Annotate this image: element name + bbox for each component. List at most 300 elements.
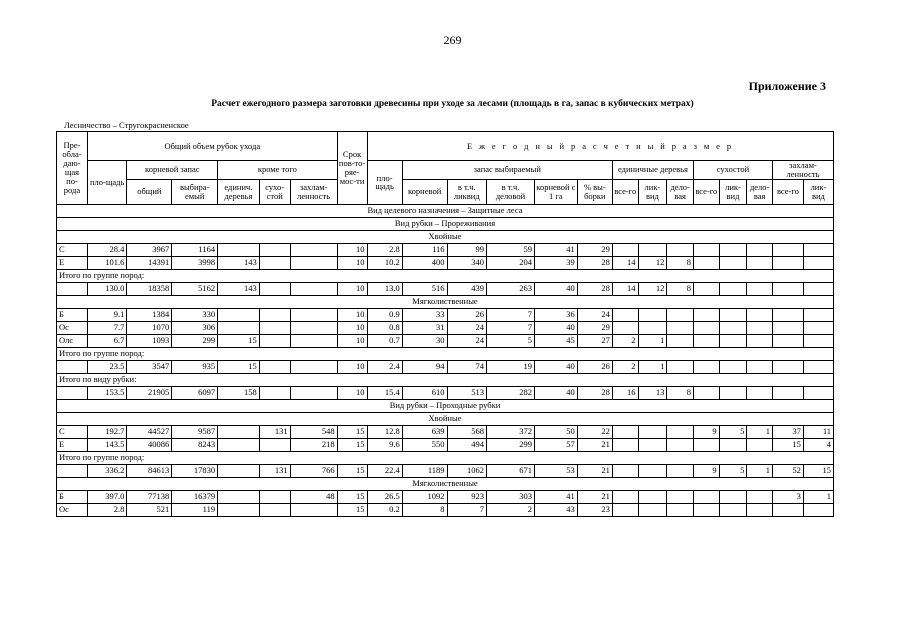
- table-cell: 923: [447, 490, 486, 503]
- table-cell: [694, 503, 720, 516]
- dead-all-header: все-го: [694, 179, 720, 204]
- table-cell: 1092: [402, 490, 447, 503]
- table-body: [57, 204, 834, 516]
- table-cell: 8: [667, 386, 694, 399]
- table-cell: [667, 360, 694, 373]
- table-cell: 10: [337, 321, 367, 334]
- species-cell: С: [57, 243, 88, 256]
- total-header: общий: [127, 179, 172, 204]
- table-cell: 119: [172, 503, 218, 516]
- table-cell: [259, 334, 290, 347]
- table-cell: [694, 282, 720, 295]
- table-cell: 36: [535, 308, 578, 321]
- table-cell: 336.2: [87, 464, 126, 477]
- table-cell: [667, 243, 694, 256]
- table-cell: [772, 360, 803, 373]
- table-cell: 7: [487, 308, 535, 321]
- table-cell: 550: [402, 438, 447, 451]
- table-header: [57, 132, 834, 205]
- litter-header: захлам-ленность: [290, 179, 337, 204]
- table-cell: [259, 503, 290, 516]
- dead-liq-header: лик-вид: [719, 179, 747, 204]
- table-cell: [638, 425, 667, 438]
- table-cell: [218, 438, 260, 451]
- table-cell: [803, 256, 833, 269]
- table-row: [57, 490, 834, 503]
- table-cell: 77138: [127, 490, 172, 503]
- table-cell: 12: [638, 256, 667, 269]
- table-cell: [218, 321, 260, 334]
- table-cell: 57: [535, 438, 578, 451]
- table-cell: 3547: [127, 360, 172, 373]
- table-cell: [667, 308, 694, 321]
- document-title: Расчет ежегодного размера заготовки древесины при уходе за лесами (площадь в га, запас в кубических метрах): [211, 99, 694, 109]
- table-cell: [612, 490, 638, 503]
- table-row: [57, 256, 834, 269]
- table-cell: [803, 386, 833, 399]
- page-number: 269: [443, 33, 462, 47]
- table-cell: [290, 386, 337, 399]
- table-cell: 548: [290, 425, 337, 438]
- table-cell: 5: [719, 425, 747, 438]
- section-row: [57, 230, 834, 243]
- table-cell: 8: [667, 282, 694, 295]
- table-cell: 14: [612, 256, 638, 269]
- species-cell: Ос: [57, 321, 88, 334]
- table-cell: [694, 256, 720, 269]
- table-cell: 143.5: [87, 438, 126, 451]
- root-stock-header: корневой запас: [127, 161, 218, 180]
- table-cell: [719, 360, 747, 373]
- table-cell: 3998: [172, 256, 218, 269]
- table-cell: [667, 464, 694, 477]
- annual-size-header: Е ж е г о д н ы й р а с ч е т н ы й р а з м е р: [367, 132, 833, 161]
- table-cell: [772, 386, 803, 399]
- table-cell: [667, 438, 694, 451]
- section-row: [57, 217, 834, 230]
- table-cell: [747, 321, 773, 334]
- species-cell: Олс: [57, 334, 88, 347]
- table-cell: 153.5: [87, 386, 126, 399]
- area2-header: пло-щадь: [367, 161, 402, 205]
- table-cell: [694, 321, 720, 334]
- table-cell: 9587: [172, 425, 218, 438]
- table-cell: 610: [402, 386, 447, 399]
- section-row: [57, 412, 834, 425]
- table-cell: 204: [487, 256, 535, 269]
- table-cell: [747, 503, 773, 516]
- litter-liq-header: лик-вид: [803, 179, 833, 204]
- table-cell: 5: [487, 334, 535, 347]
- table-cell: 19: [487, 360, 535, 373]
- table-cell: 74: [447, 360, 486, 373]
- table-cell: [290, 503, 337, 516]
- table-cell: 494: [447, 438, 486, 451]
- table-cell: [747, 490, 773, 503]
- table-cell: 21: [577, 464, 612, 477]
- table-cell: [218, 308, 260, 321]
- table-cell: 24: [577, 308, 612, 321]
- table-cell: 84613: [127, 464, 172, 477]
- species-cell: Б: [57, 308, 88, 321]
- table-cell: [259, 386, 290, 399]
- table-cell: 31: [402, 321, 447, 334]
- single-biz-header: дело-вая: [667, 179, 694, 204]
- subtotal-label: Итого по группе пород:: [57, 347, 834, 360]
- table-cell: 1189: [402, 464, 447, 477]
- table-cell: [259, 256, 290, 269]
- table-cell: 7: [487, 321, 535, 334]
- table-cell: 9: [694, 464, 720, 477]
- table-cell: [772, 503, 803, 516]
- table-cell: 24: [447, 334, 486, 347]
- table-cell: 43: [535, 503, 578, 516]
- table-cell: 3: [772, 490, 803, 503]
- table-cell: [719, 503, 747, 516]
- table-row: [57, 243, 834, 256]
- table-cell: 22: [577, 425, 612, 438]
- table-cell: [638, 321, 667, 334]
- table-cell: 6.7: [87, 334, 126, 347]
- dead-header: сухо-стой: [259, 179, 290, 204]
- section-heading: Мягколиственные: [57, 295, 834, 308]
- table-cell: [667, 490, 694, 503]
- table-cell: 41: [535, 243, 578, 256]
- table-cell: [747, 438, 773, 451]
- species-cell: С: [57, 425, 88, 438]
- table-cell: [667, 425, 694, 438]
- table-cell: 2.8: [87, 503, 126, 516]
- table-cell: 14: [612, 282, 638, 295]
- table-cell: 639: [402, 425, 447, 438]
- table-cell: 10: [337, 360, 367, 373]
- table-cell: 101.6: [87, 256, 126, 269]
- table-cell: 397.0: [87, 490, 126, 503]
- species-cell: Е: [57, 256, 88, 269]
- term-header: Срок пов-то-ряе-мос-ти: [337, 132, 367, 205]
- pct-header: % вы-борки: [577, 179, 612, 204]
- stock-selected-header: запас выбираемый: [402, 161, 612, 180]
- table-cell: 21: [577, 490, 612, 503]
- subtotal-label-row: [57, 347, 834, 360]
- table-cell: 16379: [172, 490, 218, 503]
- table-cell: [290, 243, 337, 256]
- table-cell: [259, 308, 290, 321]
- table-cell: [747, 334, 773, 347]
- table-cell: 2: [612, 360, 638, 373]
- table-cell: 671: [487, 464, 535, 477]
- table-cell: 44527: [127, 425, 172, 438]
- table-cell: 4: [803, 438, 833, 451]
- single-trees2-header: единичные деревья: [612, 161, 693, 180]
- table-cell: [259, 321, 290, 334]
- single-liq-header: лик-вид: [638, 179, 667, 204]
- table-cell: 26: [577, 360, 612, 373]
- table-cell: 99: [447, 243, 486, 256]
- table-cell: 1: [638, 360, 667, 373]
- litter2-header: захлам-ленность: [772, 161, 833, 180]
- table-cell: [259, 360, 290, 373]
- table-cell: 14391: [127, 256, 172, 269]
- table-cell: [772, 282, 803, 295]
- section-heading: Вид рубки – Проходные рубки: [57, 399, 834, 412]
- table-cell: 400: [402, 256, 447, 269]
- table-cell: [772, 321, 803, 334]
- table-cell: 26: [447, 308, 486, 321]
- appendix-label: Приложение 3: [748, 79, 826, 93]
- table-cell: 299: [172, 334, 218, 347]
- table-cell: [719, 243, 747, 256]
- table-cell: 6097: [172, 386, 218, 399]
- table-cell: [612, 464, 638, 477]
- table-row: [57, 386, 834, 399]
- table-cell: 3967: [127, 243, 172, 256]
- table-cell: 10: [337, 243, 367, 256]
- table-cell: 2.8: [367, 243, 402, 256]
- table-cell: 516: [402, 282, 447, 295]
- table-cell: 8: [402, 503, 447, 516]
- table-cell: [803, 360, 833, 373]
- table-cell: [638, 243, 667, 256]
- species-cell: [57, 360, 88, 373]
- table-cell: [638, 503, 667, 516]
- table-cell: 12: [638, 282, 667, 295]
- table-cell: [719, 282, 747, 295]
- table-cell: 53: [535, 464, 578, 477]
- table-cell: [218, 503, 260, 516]
- table-cell: [290, 308, 337, 321]
- table-cell: [259, 243, 290, 256]
- table-cell: 28: [577, 256, 612, 269]
- table-cell: 1384: [127, 308, 172, 321]
- table-cell: [218, 490, 260, 503]
- table-row: [57, 503, 834, 516]
- table-cell: 12.8: [367, 425, 402, 438]
- table-cell: [719, 256, 747, 269]
- table-cell: [803, 282, 833, 295]
- table-cell: 5: [719, 464, 747, 477]
- table-cell: 50: [535, 425, 578, 438]
- table-cell: [612, 243, 638, 256]
- root-header: корневой: [402, 179, 447, 204]
- table-cell: 28: [577, 386, 612, 399]
- table-cell: 1070: [127, 321, 172, 334]
- table-cell: 15: [772, 438, 803, 451]
- table-cell: [747, 256, 773, 269]
- table-cell: 1062: [447, 464, 486, 477]
- table-cell: [719, 490, 747, 503]
- table-cell: [719, 438, 747, 451]
- species-cell: Ос: [57, 503, 88, 516]
- table-cell: 15: [337, 490, 367, 503]
- species-cell: Б: [57, 490, 88, 503]
- table-cell: 15: [337, 464, 367, 477]
- table-cell: [747, 308, 773, 321]
- species-cell: [57, 282, 88, 295]
- table-cell: [772, 334, 803, 347]
- table-cell: 13.0: [367, 282, 402, 295]
- table-cell: 766: [290, 464, 337, 477]
- table-cell: [290, 256, 337, 269]
- table-cell: [803, 321, 833, 334]
- table-cell: 10: [337, 282, 367, 295]
- table-cell: 192.7: [87, 425, 126, 438]
- table-cell: 8: [667, 256, 694, 269]
- dead2-header: сухостой: [694, 161, 773, 180]
- table-cell: 282: [487, 386, 535, 399]
- table-cell: 33: [402, 308, 447, 321]
- table-cell: [747, 386, 773, 399]
- harvest-table: [56, 131, 834, 517]
- table-cell: 21905: [127, 386, 172, 399]
- table-cell: [772, 243, 803, 256]
- table-cell: 23: [577, 503, 612, 516]
- section-heading: Вид рубки – Прореживания: [57, 217, 834, 230]
- section-row: [57, 399, 834, 412]
- table-cell: 372: [487, 425, 535, 438]
- table-cell: [259, 282, 290, 295]
- table-cell: 7.7: [87, 321, 126, 334]
- area-header: пло-щадь: [87, 161, 126, 205]
- table-cell: 94: [402, 360, 447, 373]
- table-cell: 1: [747, 464, 773, 477]
- table-cell: 0.9: [367, 308, 402, 321]
- table-cell: [719, 334, 747, 347]
- section-heading: Хвойные: [57, 412, 834, 425]
- table-cell: 37: [772, 425, 803, 438]
- table-cell: 439: [447, 282, 486, 295]
- table-cell: 45: [535, 334, 578, 347]
- species-cell: [57, 386, 88, 399]
- table-cell: 9.6: [367, 438, 402, 451]
- table-cell: [218, 243, 260, 256]
- species-cell: Е: [57, 438, 88, 451]
- table-cell: 1: [803, 490, 833, 503]
- table-cell: 0.2: [367, 503, 402, 516]
- table-cell: [218, 464, 260, 477]
- single-all-header: все-го: [612, 179, 638, 204]
- table-cell: 10: [337, 334, 367, 347]
- table-cell: 10: [337, 308, 367, 321]
- table-cell: [290, 334, 337, 347]
- table-cell: 158: [218, 386, 260, 399]
- subtotal-label-row: [57, 451, 834, 464]
- table-cell: [667, 321, 694, 334]
- table-cell: 116: [402, 243, 447, 256]
- table-cell: 15: [803, 464, 833, 477]
- table-cell: 8243: [172, 438, 218, 451]
- table-cell: [638, 438, 667, 451]
- table-cell: 521: [127, 503, 172, 516]
- table-cell: 40: [535, 360, 578, 373]
- table-cell: 263: [487, 282, 535, 295]
- table-cell: 40086: [127, 438, 172, 451]
- table-row: [57, 438, 834, 451]
- table-cell: [667, 334, 694, 347]
- table-cell: [694, 308, 720, 321]
- table-cell: 22.4: [367, 464, 402, 477]
- table-cell: [694, 438, 720, 451]
- table-cell: 2: [612, 334, 638, 347]
- table-cell: 30: [402, 334, 447, 347]
- section-row: [57, 295, 834, 308]
- table-cell: [747, 243, 773, 256]
- table-cell: 52: [772, 464, 803, 477]
- table-cell: [803, 308, 833, 321]
- section-row: [57, 204, 834, 217]
- table-cell: [803, 503, 833, 516]
- table-cell: 0.7: [367, 334, 402, 347]
- table-cell: 7: [447, 503, 486, 516]
- table-cell: [612, 438, 638, 451]
- table-cell: 11: [803, 425, 833, 438]
- table-cell: [694, 360, 720, 373]
- table-cell: 13: [638, 386, 667, 399]
- table-cell: 40: [535, 321, 578, 334]
- besides-header: кроме того: [218, 161, 338, 180]
- table-cell: 29: [577, 321, 612, 334]
- table-cell: [719, 308, 747, 321]
- table-row: [57, 360, 834, 373]
- table-cell: 15: [218, 360, 260, 373]
- table-cell: 15: [337, 438, 367, 451]
- table-cell: 26.5: [367, 490, 402, 503]
- table-cell: 9: [694, 425, 720, 438]
- table-cell: 131: [259, 464, 290, 477]
- table-cell: 340: [447, 256, 486, 269]
- table-row: [57, 282, 834, 295]
- forestry-label: Лесничество – Стругокрасненское: [64, 120, 189, 130]
- single-trees-header: единич. деревья: [218, 179, 260, 204]
- species-header: Пре-обла-даю-щая по-рода: [57, 132, 88, 205]
- table-cell: 18358: [127, 282, 172, 295]
- table-cell: 10: [337, 386, 367, 399]
- total-volume-header: Общий объем рубок ухода: [87, 132, 337, 161]
- species-cell: [57, 464, 88, 477]
- table-cell: [612, 425, 638, 438]
- table-cell: [747, 360, 773, 373]
- table-cell: 24: [447, 321, 486, 334]
- section-heading: Вид целевого назначения – Защитные леса: [57, 204, 834, 217]
- table-cell: [694, 490, 720, 503]
- table-cell: [290, 360, 337, 373]
- table-cell: 143: [218, 256, 260, 269]
- table-cell: 21: [577, 438, 612, 451]
- table-cell: 303: [487, 490, 535, 503]
- subtotal-label: Итого по группе пород:: [57, 269, 834, 282]
- table-cell: 28: [577, 282, 612, 295]
- selected-header: выбира-емый: [172, 179, 218, 204]
- table-cell: [803, 243, 833, 256]
- subtotal-label: Итого по виду рубки:: [57, 373, 834, 386]
- table-cell: 15: [337, 503, 367, 516]
- table-cell: 59: [487, 243, 535, 256]
- table-cell: 28.4: [87, 243, 126, 256]
- table-row: [57, 321, 834, 334]
- table-cell: [638, 490, 667, 503]
- litter-all-header: все-го: [772, 179, 803, 204]
- subtotal-label: Итого по группе пород:: [57, 451, 834, 464]
- table-cell: 10: [337, 256, 367, 269]
- table-cell: [747, 282, 773, 295]
- table-cell: 40: [535, 386, 578, 399]
- table-cell: 5162: [172, 282, 218, 295]
- table-cell: [612, 308, 638, 321]
- table-cell: 306: [172, 321, 218, 334]
- table-cell: [290, 321, 337, 334]
- table-cell: 299: [487, 438, 535, 451]
- table-cell: 330: [172, 308, 218, 321]
